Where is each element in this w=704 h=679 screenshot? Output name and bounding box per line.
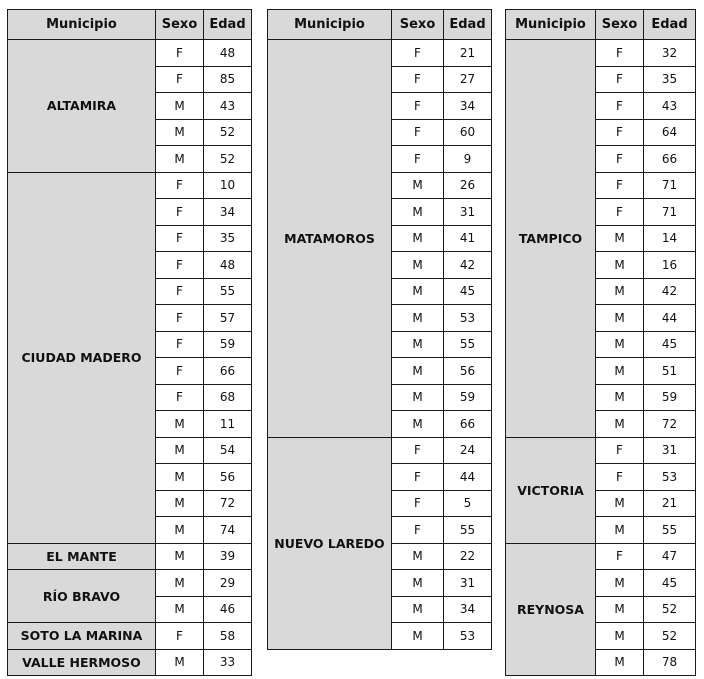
edad-cell: 42: [644, 278, 696, 305]
edad-cell: 43: [644, 93, 696, 120]
edad-cell: 10: [204, 172, 252, 199]
sexo-cell: F: [596, 437, 644, 464]
edad-cell: 54: [204, 437, 252, 464]
sexo-cell: M: [596, 649, 644, 676]
edad-cell: 45: [644, 331, 696, 358]
sexo-cell: M: [596, 411, 644, 438]
municipio-cell: RÍO BRAVO: [8, 570, 156, 623]
sexo-cell: M: [156, 93, 204, 120]
edad-cell: 16: [644, 252, 696, 279]
sexo-cell: M: [596, 331, 644, 358]
municipio-cell: MATAMOROS: [268, 40, 392, 438]
sexo-cell: F: [392, 517, 444, 544]
municipio-cell: VALLE HERMOSO: [8, 649, 156, 676]
edad-cell: 66: [644, 146, 696, 173]
table-row: [268, 437, 492, 464]
edad-cell: 9: [444, 146, 492, 173]
edad-cell: 45: [444, 278, 492, 305]
sexo-cell: F: [156, 66, 204, 93]
sexo-cell: M: [392, 225, 444, 252]
sexo-cell: M: [596, 596, 644, 623]
edad-cell: 68: [204, 384, 252, 411]
sexo-cell: F: [392, 464, 444, 491]
sexo-cell: F: [156, 331, 204, 358]
sexo-cell: M: [156, 119, 204, 146]
edad-cell: 21: [444, 40, 492, 67]
sexo-cell: F: [596, 146, 644, 173]
sexo-cell: F: [156, 199, 204, 226]
header-row: [506, 10, 696, 40]
edad-cell: 53: [444, 305, 492, 332]
edad-cell: 45: [644, 570, 696, 597]
edad-cell: 44: [644, 305, 696, 332]
edad-cell: 35: [204, 225, 252, 252]
edad-cell: 52: [644, 623, 696, 650]
sexo-cell: M: [156, 649, 204, 676]
edad-cell: 27: [444, 66, 492, 93]
edad-cell: 48: [204, 40, 252, 67]
edad-cell: 34: [204, 199, 252, 226]
municipio-cell: NUEVO LAREDO: [268, 437, 392, 649]
edad-cell: 32: [644, 40, 696, 67]
sexo-cell: F: [392, 93, 444, 120]
data-table-2: [267, 9, 492, 650]
edad-cell: 72: [204, 490, 252, 517]
header-sexo: Sexo: [392, 10, 444, 40]
sexo-cell: M: [392, 278, 444, 305]
edad-cell: 21: [644, 490, 696, 517]
table-row: [268, 40, 492, 67]
sexo-cell: M: [156, 490, 204, 517]
edad-cell: 57: [204, 305, 252, 332]
edad-cell: 60: [444, 119, 492, 146]
edad-cell: 24: [444, 437, 492, 464]
edad-cell: 66: [204, 358, 252, 385]
edad-cell: 34: [444, 93, 492, 120]
edad-cell: 58: [204, 623, 252, 650]
sexo-cell: F: [392, 40, 444, 67]
table-row: [8, 623, 252, 650]
header-municipio: Municipio: [268, 10, 392, 40]
edad-cell: 66: [444, 411, 492, 438]
sexo-cell: M: [392, 199, 444, 226]
edad-cell: 46: [204, 596, 252, 623]
sexo-cell: F: [392, 66, 444, 93]
edad-cell: 31: [444, 570, 492, 597]
sexo-cell: F: [156, 252, 204, 279]
header-sexo: Sexo: [596, 10, 644, 40]
sexo-cell: M: [392, 411, 444, 438]
sexo-cell: F: [392, 119, 444, 146]
municipio-cell: REYNOSA: [506, 543, 596, 676]
edad-cell: 55: [444, 517, 492, 544]
sexo-cell: M: [392, 172, 444, 199]
header-municipio: Municipio: [506, 10, 596, 40]
sexo-cell: M: [156, 411, 204, 438]
sexo-cell: F: [392, 146, 444, 173]
edad-cell: 14: [644, 225, 696, 252]
table-row: [506, 437, 696, 464]
edad-cell: 56: [204, 464, 252, 491]
edad-cell: 35: [644, 66, 696, 93]
sexo-cell: F: [596, 40, 644, 67]
sexo-cell: F: [156, 278, 204, 305]
municipio-cell: TAMPICO: [506, 40, 596, 438]
sexo-cell: M: [596, 305, 644, 332]
edad-cell: 52: [204, 146, 252, 173]
sexo-cell: F: [156, 305, 204, 332]
sexo-cell: M: [392, 252, 444, 279]
header-municipio: Municipio: [8, 10, 156, 40]
edad-cell: 85: [204, 66, 252, 93]
header-row: [268, 10, 492, 40]
edad-cell: 52: [204, 119, 252, 146]
table-row: [506, 40, 696, 67]
sexo-cell: F: [596, 172, 644, 199]
sexo-cell: F: [596, 464, 644, 491]
sexo-cell: M: [156, 543, 204, 570]
edad-cell: 26: [444, 172, 492, 199]
edad-cell: 51: [644, 358, 696, 385]
edad-cell: 78: [644, 649, 696, 676]
edad-cell: 47: [644, 543, 696, 570]
municipio-cell: ALTAMIRA: [8, 40, 156, 173]
sexo-cell: F: [392, 490, 444, 517]
header-edad: Edad: [444, 10, 492, 40]
sexo-cell: F: [156, 40, 204, 67]
sexo-cell: M: [596, 225, 644, 252]
table-row: [8, 543, 252, 570]
edad-cell: 22: [444, 543, 492, 570]
header-edad: Edad: [644, 10, 696, 40]
sexo-cell: M: [156, 146, 204, 173]
edad-cell: 29: [204, 570, 252, 597]
sexo-cell: F: [596, 66, 644, 93]
sexo-cell: F: [156, 358, 204, 385]
edad-cell: 59: [444, 384, 492, 411]
sexo-cell: M: [596, 623, 644, 650]
table-row: [8, 649, 252, 676]
edad-cell: 5: [444, 490, 492, 517]
municipio-cell: CIUDAD MADERO: [8, 172, 156, 543]
edad-cell: 74: [204, 517, 252, 544]
edad-cell: 41: [444, 225, 492, 252]
sexo-cell: M: [392, 384, 444, 411]
header-edad: Edad: [204, 10, 252, 40]
edad-cell: 52: [644, 596, 696, 623]
sexo-cell: F: [392, 437, 444, 464]
municipio-cell: EL MANTE: [8, 543, 156, 570]
sexo-cell: F: [156, 384, 204, 411]
edad-cell: 34: [444, 596, 492, 623]
table-row: [8, 570, 252, 597]
edad-cell: 55: [444, 331, 492, 358]
sexo-cell: M: [596, 252, 644, 279]
sexo-cell: M: [596, 384, 644, 411]
sexo-cell: M: [392, 623, 444, 650]
edad-cell: 56: [444, 358, 492, 385]
sexo-cell: M: [392, 596, 444, 623]
edad-cell: 53: [644, 464, 696, 491]
sexo-cell: F: [596, 543, 644, 570]
sexo-cell: F: [596, 199, 644, 226]
sexo-cell: M: [392, 543, 444, 570]
header-row: [8, 10, 252, 40]
sexo-cell: M: [596, 358, 644, 385]
edad-cell: 31: [644, 437, 696, 464]
edad-cell: 48: [204, 252, 252, 279]
sexo-cell: M: [156, 596, 204, 623]
edad-cell: 55: [204, 278, 252, 305]
edad-cell: 11: [204, 411, 252, 438]
sexo-cell: M: [596, 278, 644, 305]
municipio-cell: VICTORIA: [506, 437, 596, 543]
sexo-cell: M: [392, 305, 444, 332]
data-table-3: [505, 9, 696, 676]
edad-cell: 59: [644, 384, 696, 411]
edad-cell: 59: [204, 331, 252, 358]
sexo-cell: M: [156, 570, 204, 597]
sexo-cell: M: [392, 358, 444, 385]
municipio-cell: SOTO LA MARINA: [8, 623, 156, 650]
sexo-cell: F: [156, 225, 204, 252]
edad-cell: 43: [204, 93, 252, 120]
sexo-cell: M: [392, 331, 444, 358]
sexo-cell: F: [156, 172, 204, 199]
data-table-1: [7, 9, 252, 676]
table-row: [8, 40, 252, 67]
edad-cell: 72: [644, 411, 696, 438]
edad-cell: 44: [444, 464, 492, 491]
edad-cell: 42: [444, 252, 492, 279]
edad-cell: 33: [204, 649, 252, 676]
sexo-cell: M: [392, 570, 444, 597]
header-sexo: Sexo: [156, 10, 204, 40]
table-row: [8, 172, 252, 199]
table-row: [506, 543, 696, 570]
edad-cell: 39: [204, 543, 252, 570]
edad-cell: 71: [644, 172, 696, 199]
sexo-cell: M: [156, 437, 204, 464]
edad-cell: 71: [644, 199, 696, 226]
sexo-cell: M: [596, 490, 644, 517]
sexo-cell: F: [596, 93, 644, 120]
edad-cell: 31: [444, 199, 492, 226]
sexo-cell: M: [156, 464, 204, 491]
sexo-cell: M: [596, 570, 644, 597]
edad-cell: 55: [644, 517, 696, 544]
edad-cell: 53: [444, 623, 492, 650]
edad-cell: 64: [644, 119, 696, 146]
sexo-cell: M: [156, 517, 204, 544]
sexo-cell: M: [596, 517, 644, 544]
sexo-cell: F: [596, 119, 644, 146]
sexo-cell: F: [156, 623, 204, 650]
